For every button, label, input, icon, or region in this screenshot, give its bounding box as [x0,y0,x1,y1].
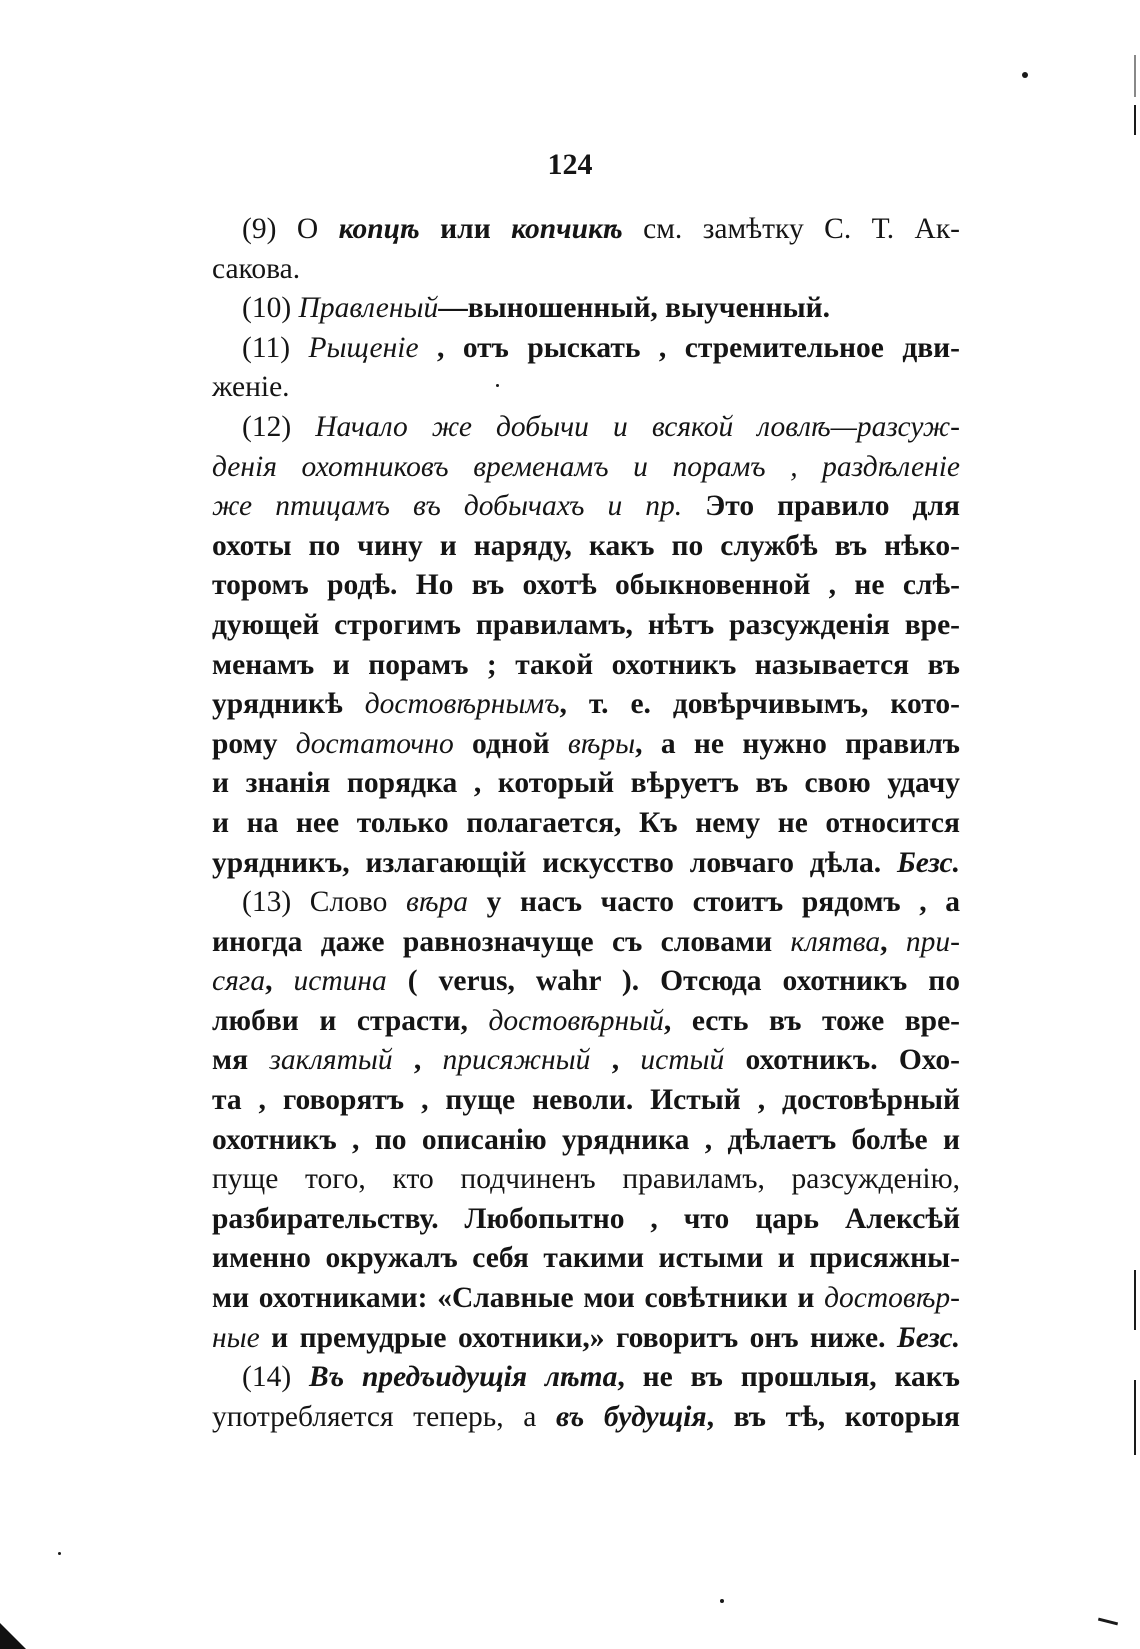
text-line: же птицамъ въ добычахъ и пр. Это правило для [212,490,960,523]
text-line: (10) Правленый—выношенный, выученный. [242,292,831,325]
text-line: урядникѣ достовѣрнымъ, т. е. довѣрчивымъ, кото- [212,688,960,721]
footnotes-text [212,210,960,1437]
text-line: сакова. [212,252,301,285]
footnote-9 [212,210,960,289]
text-line: женіе. [212,371,290,404]
scan-dot [496,384,499,387]
text-line: (11) Рыщеніе , отъ рыскать , стремительное дви- [242,331,960,364]
footnote-11 [212,329,960,408]
text-line: рому достаточно одной вѣры, а не нужно правилъ [212,727,960,760]
text-line: ные и премудрые охотники,» говоритъ онъ ниже. Безс. [212,1321,960,1354]
text-line: мя заклятый , присяжный , истый охотникъ. Охо- [212,1044,961,1077]
scan-edge-mark [1134,55,1136,97]
text-line: и знанія порядка , который вѣруетъ въ свою удачу [212,767,960,800]
scan-edge-mark [1134,1380,1136,1455]
text-line: иногда даже равнозначуще съ словами клятва, при- [212,925,960,958]
text-line: (14) Въ предъидущія лѣта, не въ прошлыя, какъ [242,1361,960,1394]
page-number: 124 [547,148,593,181]
text-line: и на нее только полагается, Къ нему не относится [212,806,960,839]
footnote-14 [212,1358,960,1437]
text-line: охоты по чину и наряду, какъ по службѣ въ нѣко- [212,529,960,562]
text-line: та , говорятъ , пуще неволи. Истый , достовѣрный [212,1084,960,1117]
text-line: ми охотниками: «Славные мои совѣтники и достовѣр- [212,1282,960,1315]
text-line: менамъ и порамъ ; такой охотникъ называется въ [212,648,960,681]
scan-dot [720,1599,724,1603]
text-line: любви и страсти, достовѣрный, есть въ тоже вре- [212,1004,961,1037]
text-line: урядникъ, излагающій искусство ловчаго дѣла. Безс. [212,846,960,879]
text-line: (9) О копцѣ или копчикѣ см. замѣтку С. Т. Ак- [242,213,960,245]
scan-dash [1098,1618,1118,1626]
scan-corner-mark [0,1623,26,1649]
text-line: употребляется теперь, а въ будущія, въ тѣ, которыя [212,1400,960,1433]
text-line: (13) Слово вѣра у насъ часто стоитъ рядомъ , а [242,886,960,919]
scan-edge-mark [1134,105,1136,135]
scan-dot [58,1552,61,1555]
scan-dot [1022,72,1028,78]
footnote-13 [212,883,960,1358]
text-line: охотникъ , по описанію урядника , дѣлаетъ болѣе и [212,1123,960,1156]
text-line: торомъ родѣ. Но въ охотѣ обыкновенной , не слѣ- [212,569,960,602]
text-line: дующей строгимъ правиламъ, нѣтъ разсужденія вре- [212,608,960,641]
footnote-10 [212,289,960,329]
text-line: пуще того, кто подчиненъ правиламъ, разсужденію, [212,1163,960,1196]
footnote-12 [212,408,960,883]
text-line: (12) Начало же добычи и всякой ловлѣ—разсуж- [242,410,960,443]
text-line: денія охотниковъ временамъ и порамъ , раздѣленіе [212,450,960,483]
text-line: разбирательству. Любопытно , что царь Алексѣй [212,1202,960,1235]
text-line: сяга, истина ( verus, wahr ). Отсюда охотникъ по [212,965,961,998]
text-line: именно окружалъ себя такими истыми и присяжны- [212,1242,960,1275]
scan-edge-mark [1134,1270,1136,1330]
